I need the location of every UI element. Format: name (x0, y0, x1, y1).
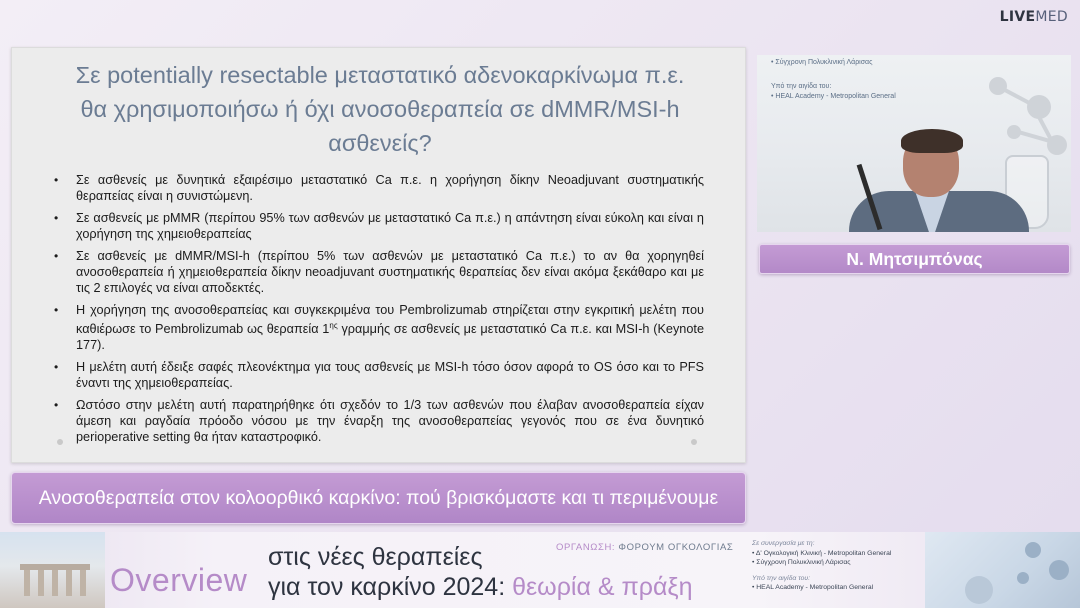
presentation-slide (11, 47, 746, 463)
slide-title-line: ασθενείς? (328, 130, 432, 156)
partner-item: • Δ' Ογκολογική Κλινική - Metropolitan General (752, 549, 892, 557)
temple-column (52, 570, 58, 596)
bullet-superscript: ης (329, 321, 338, 330)
org-label: ΟΡΓΑΝΩΣΗ: (556, 542, 616, 553)
tagline-prefix: για τον καρκίνο 2024: (268, 573, 506, 601)
partner-item: • Σύγχρονη Πολυκλινική Λάρισας (752, 559, 851, 566)
slide-bullet: • Ωστόσο στην μελέτη αυτή παρατηρήθηκε ότι σχεδόν το 1/3 των ασθενών που έλαβαν ανοσοθεραπεία είχαν άμεση και ραγδαία πρόοδο νόσου με την έναρξη της ανοσοθεραπείας γεγονός που σε ένα δυνητικό perioperative setting θα ήταν καταστροφικό. (52, 397, 704, 445)
org-name: ΦΟΡΟΥΜ ΟΓΚΟΛΟΓΙΑΣ (618, 542, 734, 553)
event-overview-word: Overview (110, 562, 248, 598)
tagline-accent: θεωρία & πράξη (512, 573, 693, 601)
event-tagline-line1: στις νέες θεραπείες (268, 543, 483, 571)
lecture-title-banner: Ανοσοθεραπεία στον κολοορθικό καρκίνο: πού βρισκόμαστε και τι περιμένουμε (11, 472, 746, 524)
livemed-logo (1000, 9, 1068, 25)
temple-column (24, 570, 30, 596)
temple-column (80, 570, 86, 596)
slide-title (42, 58, 718, 160)
temple-column (38, 570, 44, 596)
video-background-text: Υπό την αιγίδα του: (771, 83, 832, 90)
auspices-header: Υπό την αιγίδα του: (752, 574, 811, 582)
slide-corner-dot (57, 439, 63, 445)
slide-bullet: • Σε ασθενείς με dMMR/MSI-h (περίπου 5% των ασθενών με μεταστατικό Ca π.ε.) το αν θα χορηγηθεί ανοσοθεραπεία ή χημειοθεραπεία δίκην neoadjuvant συστηματικής θεραπείας δεν είναι ακόμα ξεκάθαρο και με τις 2 επιλογές να είναι αποδεκτές. (52, 248, 704, 296)
molecule-atom (1025, 542, 1041, 558)
molecule-atom (1027, 95, 1051, 119)
slide-bullet: • Σε ασθενείς με pMMR (περίπου 95% των ασθενών με μεταστατικό Ca π.ε.) η απάντηση είναι εύκολη και είναι η χορήγηση της χημειοθεραπείας (52, 210, 704, 242)
molecule-bond (1002, 87, 1034, 106)
speaker-name-plate: Ν. Μητσιμπόνας (759, 244, 1070, 274)
slide-bullet: • Η μελέτη αυτή έδειξε σαφές πλεονέκτημα για τους ασθενείς με MSI-h τόσο όσον αφορά το OS όσο και το PFS έναντι της χημειοθεραπείας. (52, 359, 704, 391)
slide-bullet: • Σε ασθενείς με δυνητικά εξαιρέσιμο μεταστατικό Ca π.ε. η χορήγηση δίκην Neoadjuvant συστηματικής θεραπείας είναι η συνιστώμενη. (52, 172, 704, 204)
organizer-label (556, 542, 733, 553)
logo-part-med: MED (1035, 9, 1068, 25)
event-tagline-line2 (268, 573, 693, 602)
video-background-text: • HEAL Academy - Metropolitan General (771, 93, 896, 100)
slide-corner-dot (691, 439, 697, 445)
logo-part-live: LIVE (999, 9, 1036, 25)
slide-bullet-list (52, 172, 704, 451)
partners-header: Σε συνεργασία με τη: (752, 540, 815, 547)
temple-column (66, 570, 72, 596)
acropolis-image (0, 532, 105, 608)
event-footer (0, 532, 1080, 608)
auspices-item: • HEAL Academy - Metropolitan General (752, 584, 874, 591)
slide-bullet (52, 302, 704, 353)
molecule-atom (1049, 560, 1069, 580)
lab-molecule-image (925, 532, 1080, 608)
slide-title-line: θα χρησιμοποιήσω ή όχι ανοσοθεραπεία σε dMMR/MSI-h (80, 96, 680, 122)
bullet-text: Η χορήγηση της ανοσοθεραπείας και συγκεκριμένα του Pembrolizumab στηρίζεται στην εγκριτική μελέτη που καθιέρωσε το Pembrolizumab ως θεραπεία 1 (76, 303, 704, 337)
molecule-atom (1017, 572, 1029, 584)
slide-title-line: Σε potentially resectable μεταστατικό αδενοκαρκίνωμα π.ε. (75, 62, 685, 88)
bullet-text: γραμμής σε ασθενείς με μεταστατικό Ca π.ε. και MSI-h (Keynote 177). (76, 322, 705, 353)
speaker-hair (901, 129, 963, 153)
lab-glassware (965, 576, 993, 604)
video-background-text: • Σύγχρονη Πολυκλινική Λάρισας (771, 59, 873, 66)
speaker-video (757, 55, 1071, 232)
partners-block (752, 539, 891, 593)
